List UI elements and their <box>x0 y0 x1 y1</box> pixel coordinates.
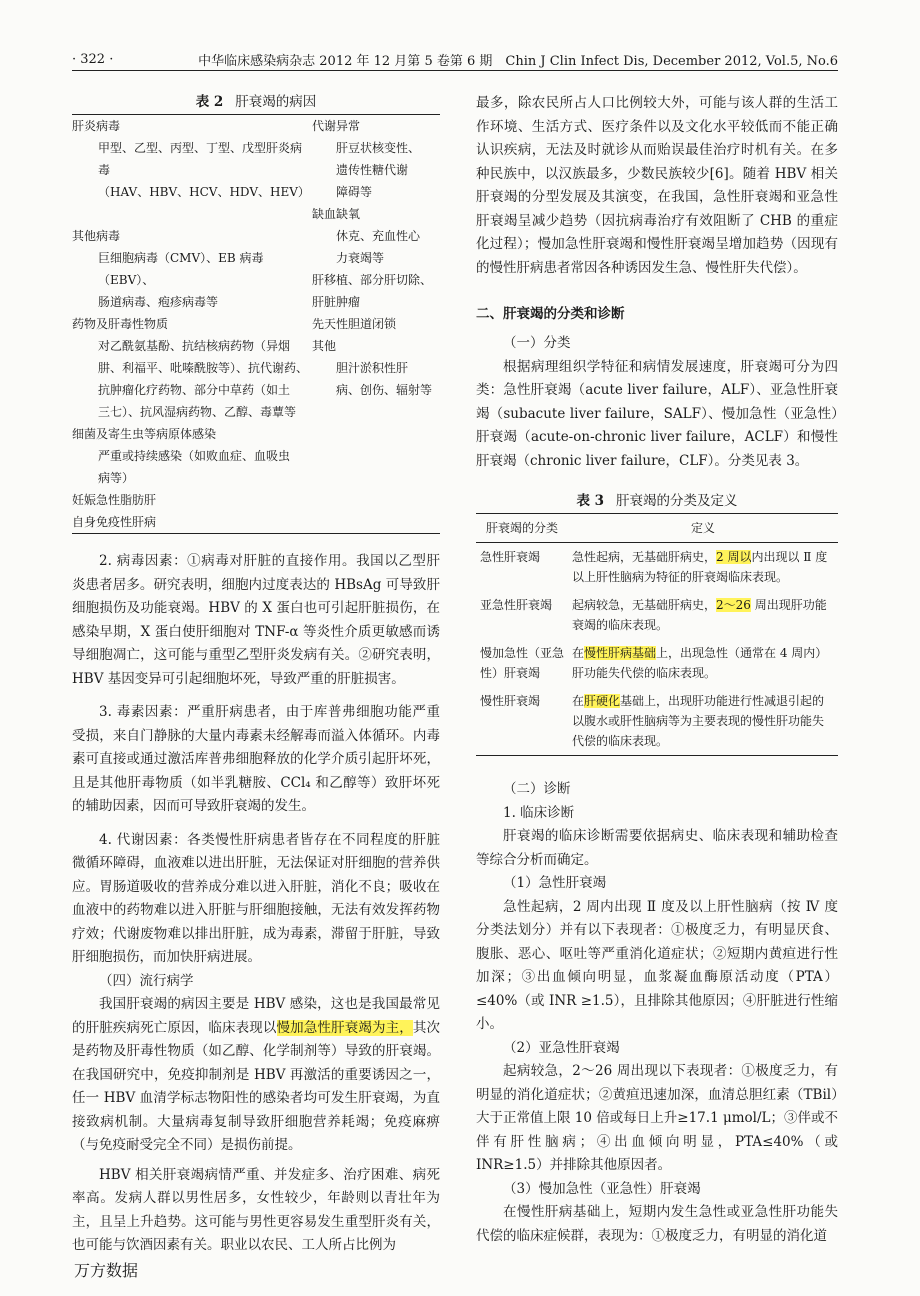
table2-item: 肝豆状核变性、 <box>336 141 421 155</box>
table2-item: 力衰竭等 <box>336 251 385 265</box>
table2-right-col <box>312 115 440 533</box>
table3-class-cell: 亚急性肝衰竭 <box>480 598 553 612</box>
table3-def-text: 急性起病，无基础肝病史， <box>572 550 717 564</box>
table2-title: 肝衰竭的病因 <box>235 94 317 110</box>
table2-item: 病、创伤、辐射等 <box>336 383 433 397</box>
table2-category: 妊娠急性脂肪肝 <box>72 493 157 507</box>
table2-category: 其他 <box>312 339 337 353</box>
watermark-wanfang: 万方数据 <box>74 1261 139 1280</box>
table3-def-cell <box>568 687 838 756</box>
table3-def-cell <box>568 639 838 687</box>
table3-def-text: 周出现肝功能衰竭的临床表现。 <box>572 598 827 632</box>
table3-def-text: 上，出现急性（通常在 4 周内）肝功能失代偿的临床表现。 <box>572 646 828 680</box>
table3-row <box>476 639 838 687</box>
table3-label: 表 3 <box>576 493 605 509</box>
table3-title: 肝衰竭的分类及定义 <box>616 493 738 509</box>
classification-heading: （一）分类 <box>503 335 571 351</box>
table3-def-text: 在 <box>572 646 585 660</box>
table3-col-class: 肝衰竭的分类 <box>476 514 568 543</box>
para-clinical-diagnosis: 肝衰竭的临床诊断需要依据病史、临床表现和辅助检查等综合分析而确定。 <box>476 828 838 868</box>
para-metabolic: 4. 代谢因素：各类慢性肝病患者皆存在不同程度的肝脏微循环障碍，血液难以进出肝脏，无法保证对肝细胞的营养供应。胃肠道吸收的营养成分难以进入肝脏，消化不良；吸收在血液中的药物难以进入肝脏与肝细胞接触，无法有效发挥药物疗效；代谢废物难以排出肝脏，成为毒素，滞留于肝脏，导致肝细胞损伤，而加快肝病进展。 <box>72 831 440 965</box>
table3-row <box>476 591 838 639</box>
table2-category: 缺血缺氧 <box>312 207 361 221</box>
table2-category: 细菌及寄生虫等病原体感染 <box>72 427 217 441</box>
section2-heading: 二、肝衰竭的分类和诊断 <box>476 306 625 322</box>
table3-def-text: 起病较急，无基础肝病史， <box>572 598 717 612</box>
table2-category: 药物及肝毒性物质 <box>72 317 169 331</box>
para-toxin: 3. 毒素因素：严重肝病患者，由于库普弗细胞功能严重受损，来自门静脉的大量内毒素未经解毒而溢入体循环。内毒素可直接或通过激活库普弗细胞释放的化学介质引起肝坏死，且是其他肝毒物质（如半乳糖胺、CCl₄ 和乙醇等）致肝坏死的辅助因素，因而可导致肝衰竭的发生。 <box>72 704 440 814</box>
page-number: · 322 · <box>72 52 114 67</box>
table2-item: 肼、利福平、吡嗪酰胺等）、抗代谢药、 <box>98 361 309 375</box>
para-epi-2: HBV 相关肝衰竭病情严重、并发症多、治疗困难、病死率高。发病人群以男性居多，女性较少，年龄则以青壮年为主，且呈上升趋势。这可能与男性更容易发生重型肝炎有关，也可能与饮酒因素有关。职业以农民、工人所占比例为 <box>72 1166 440 1253</box>
para-epi-cont: 最多，除农民所占人口比例较大外，可能与该人群的生活工作环境、生活方式、医疗条件以及文化水平较低而不能正确认识疾病，无法及时就诊从而贻误最佳治疗时机有关。在多种民族中，以汉族最多，少数民族较少[6]。随着 HBV 相关肝衰竭的分型发展及其演变，在我国，急性肝衰竭和亚急性肝衰竭呈减少趋势（因抗病毒治疗有效阻断了 CHB 的重症化过程）；慢加急性肝衰竭和慢性肝衰竭呈增加趋势（因现有的慢性肝病患者常因各种诱因发生急、慢性肝失代偿）。 <box>476 95 838 276</box>
journal-header: 中华临床感染病杂志 2012 年 12 月第 5 卷第 6 期 Chin J Clin Infect Dis, December 2012, Vol.5, No.6 <box>198 54 838 69</box>
diagnosis-heading: （二）诊断 <box>503 781 571 797</box>
para-alf: 急性起病，2 周内出现 Ⅱ 度及以上肝性脑病（按 Ⅳ 度分类法划分）并有以下表现者：①极度乏力，有明显厌食、腹胀、恶心、呕吐等严重消化道症状；②短期内黄疸进行性加深；③出血倾向明显，血浆凝血酶原活动度（PTA）≤40%（或 INR ≥1.5），且排除其他原因；④肝脏进行性缩小。 <box>476 898 838 1032</box>
table3 <box>476 513 838 756</box>
table2-item: 病等） <box>98 471 135 485</box>
table2-category: 肝脏肿瘤 <box>312 295 361 309</box>
salf-heading: （2）亚急性肝衰竭 <box>503 1039 620 1056</box>
epi-1-b: 其次是药物及肝毒性物质（如乙醇、化学制剂等）导致的肝衰竭。在我国研究中，免疫抑制剂是 HBV 再激活的重要诱因之一，任一 HBV 血清学标志物阳性的感染者均可发生肝衰竭，为直接致病机制。大量病毒复制导致肝细胞营养耗竭；免疫麻痹（与免疫耐受完全不同）是损伤前提。 <box>72 1019 441 1153</box>
table3-highlight: 慢性肝病基础 <box>584 646 657 660</box>
table2-left-col <box>72 115 312 533</box>
table2 <box>72 115 440 533</box>
epi-highlight: 慢加急性肝衰竭为主， <box>276 1019 413 1036</box>
epi-heading: （四）流行病学 <box>99 972 194 989</box>
table2-item: （HAV、HBV、HCV、HDV、HEV） <box>98 185 310 199</box>
table3-class-cell: 慢加急性（亚急性）肝衰竭 <box>480 646 565 680</box>
para-classification: 根据病理组织学特征和病情发展速度，肝衰竭可分为四类：急性肝衰竭（acute liver failure，ALF）、亚急性肝衰竭（subacute liver failure，SALF）、慢加急性（亚急性）肝衰竭（acute-on-chronic liver failure，ACLF）和慢性肝衰竭（chronic liver failure，CLF）。分类见表 3。 <box>476 358 838 469</box>
table2-item: 抗肿瘤化疗药物、部分中草药（如土 <box>98 383 291 397</box>
table2-item: 肠道病毒、疱疹病毒等 <box>98 295 219 309</box>
right-column <box>476 92 838 1248</box>
para-salf: 起病较急，2～26 周出现以下表现者：①极度乏力，有明显的消化道症状；②黄疸迅速加深，血清总胆红素（TBil）大于正常值上限 10 倍或每日上升≥17.1 μmol/L；③伴或不伴有肝性脑病；④出血倾向明显，PTA≤40%（或 INR≥1.5）并排除其他原因者。 <box>476 1063 838 1173</box>
table2-category: 其他病毒 <box>72 229 121 243</box>
table3-row <box>476 543 838 592</box>
para-virus: 2. 病毒因素：①病毒对肝脏的直接作用。我国以乙型肝炎患者居多。研究表明，细胞内过度表达的 HBsAg 可导致肝细胞损伤及功能衰竭。HBV 的 X 蛋白也可引起肝脏损伤，在感染早期，X 蛋白使肝细胞对 TNF-α 等炎性介质更敏感而诱导细胞凋亡，这可能与重型乙型肝炎发病有关。②研究表明，HBV 基因变异可引起细胞坏死，导致严重的肝脏损害。 <box>72 553 440 687</box>
alf-heading: （1）急性肝衰竭 <box>503 875 607 891</box>
table3-highlight: 2 周以 <box>716 550 752 564</box>
table2-item: 胆汁淤积性肝 <box>336 361 409 375</box>
table2-item: 三七）、抗风湿病药物、乙醇、毒蕈等 <box>98 405 297 419</box>
epi-1-a: 我国肝衰竭的病因主要是 HBV 感染，这也是我国最常见的肝脏疾病死亡原因，临床表现以 <box>72 996 440 1036</box>
table3-col-def: 定义 <box>568 514 838 543</box>
table2-category: 先天性胆道闭锁 <box>312 317 397 331</box>
table3-caption <box>476 489 838 509</box>
table2-category: 自身免疫性肝病 <box>72 515 157 529</box>
header-rule <box>72 70 838 71</box>
table2-category: 肝炎病毒 <box>72 119 121 133</box>
table2-item: 对乙酰氨基酚、抗结核病药物（异烟 <box>98 339 291 353</box>
table3-class-cell: 慢性肝衰竭 <box>476 687 568 756</box>
table2-item: 严重或持续感染（如败血症、血吸虫 <box>98 449 291 463</box>
table2-item: 巨细胞病毒（CMV）、EB 病毒（EBV）、 <box>98 251 264 287</box>
table3-highlight: 肝硬化 <box>584 694 621 708</box>
table3-def-cell <box>568 591 838 639</box>
table2-category: 肝移植、部分肝切除、 <box>312 273 433 287</box>
table3-def-text: 基础上，出现肝功能进行性减退引起的以腹水或肝性脑病等为主要表现的慢性肝功能失代偿的临床表现。 <box>572 694 825 748</box>
table3-def-cell <box>568 543 838 592</box>
table2-category: 代谢异常 <box>312 119 361 133</box>
para-aclf: 在慢性肝病基础上，短期内发生急性或亚急性肝功能失代偿的临床症候群，表现为：①极度乏力，有明显的消化道 <box>476 1204 838 1244</box>
table2-item <box>72 203 312 225</box>
table3-row <box>476 687 838 756</box>
para-epi-1 <box>72 993 440 1158</box>
table2-label: 表 2 <box>195 94 224 110</box>
table3-highlight: 2～26 <box>716 598 751 612</box>
table2-item: 甲型、乙型、丙型、丁型、戊型肝炎病毒 <box>98 141 303 177</box>
table2-caption <box>72 90 440 110</box>
table2-item: 障碍等 <box>336 185 373 199</box>
table3-def-text: 内出现以 Ⅱ 度以上肝性脑病为特征的肝衰竭临床表现。 <box>572 550 828 584</box>
clinical-diagnosis-heading: 1. 临床诊断 <box>503 804 575 821</box>
table3-header-row <box>476 514 838 543</box>
aclf-heading: （3）慢加急性（亚急性）肝衰竭 <box>503 1180 701 1197</box>
table2-item: 遗传性糖代谢 <box>336 163 409 177</box>
table3-def-text: 在 <box>572 694 585 708</box>
table2-item: 休克、充血性心 <box>336 229 421 243</box>
table3-class-cell: 急性肝衰竭 <box>480 550 541 564</box>
left-column <box>72 90 440 1258</box>
